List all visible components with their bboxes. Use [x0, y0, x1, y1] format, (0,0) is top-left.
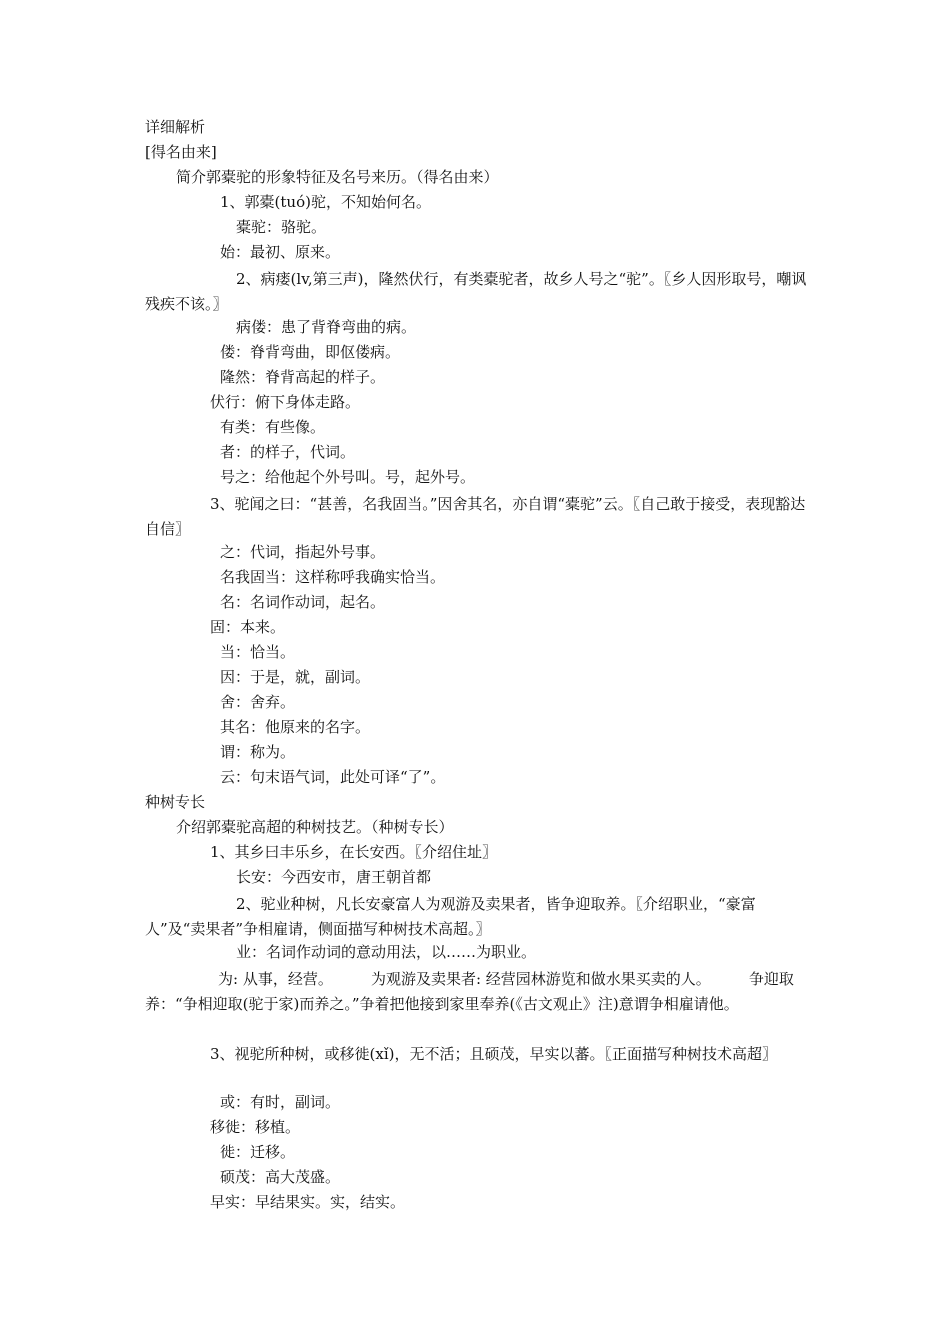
note-line: 其名：他原来的名字。 — [220, 718, 371, 736]
note-line: 移徙：移植。 — [210, 1118, 301, 1136]
note-line: 业：名词作动词的意动用法，以……为职业。 — [236, 943, 537, 961]
note-line: 者：的样子，代词。 — [220, 443, 356, 461]
paragraph-2: 2、驼业种树，凡长安豪富人为观游及卖果者，皆争迎取养。〖介绍职业，“豪富人”及“卖果者”争相雇请，侧面描写种树技术高超。〗 — [145, 895, 756, 938]
section-intro: 简介郭橐驼的形象特征及名号来历。（得名由来） — [176, 168, 499, 186]
note-line: 固：本来。 — [210, 618, 286, 636]
paragraph-1: 1、郭橐(tuó)驼，不知始何名。 — [220, 193, 431, 211]
section-heading-origin: [得名由来] — [145, 143, 217, 161]
note-line: 徙：迁移。 — [220, 1143, 296, 1161]
note-line: 或：有时，副词。 — [220, 1093, 341, 1111]
note-line: 早实：早结果实。实，结实。 — [210, 1193, 406, 1211]
heading-detail: 详细解析 — [145, 118, 206, 136]
section-heading-planting: 种树专长 — [145, 793, 206, 811]
note-line: 隆然：脊背高起的样子。 — [220, 368, 386, 386]
note-line: 名我固当：这样称呼我确实恰当。 — [220, 568, 446, 586]
note-line: 伏行：俯下身体走路。 — [210, 393, 361, 411]
note-line: 谓：称为。 — [220, 743, 296, 761]
paragraph-3: 3、视驼所种树，或移徙(xǐ)，无不活；且硕茂，早实以蕃。〖正面描写种树技术高超〗 — [210, 1045, 778, 1063]
paragraph-1: 1、其乡曰丰乐乡，在长安西。〖介绍住址〗 — [210, 843, 498, 861]
note-line: 当：恰当。 — [220, 643, 296, 661]
note-line: 始：最初、原来。 — [220, 243, 341, 261]
note-line: 云：句末语气词，此处可译“了”。 — [220, 768, 446, 786]
paragraph-2: 2、病瘘(lv,第三声)，隆然伏行，有类橐驼者，故乡人号之“驼”。〖乡人因形取号，嘲讽残疾不该。〗 — [145, 270, 807, 313]
paragraph-3: 3、驼闻之曰：“甚善，名我固当。”因舍其名，亦自谓“橐驼”云。〖自己敢于接受，表现豁达自信〗 — [145, 495, 806, 538]
note-line: 之：代词，指起外号事。 — [220, 543, 386, 561]
note-paragraph: 为: 从事，经营。 为观游及卖果者: 经营园林游览和做水果买卖的人。 争迎取养：“争相迎取(驼于家)而养之。”争着把他接到家里奉养(《古文观止》注)意谓争相雇请他。 — [145, 970, 794, 1013]
note-line: 舍：舍弃。 — [220, 693, 296, 711]
note-line: 病偻：患了背脊弯曲的病。 — [236, 318, 417, 336]
note-line: 名：名词作动词，起名。 — [220, 593, 386, 611]
note-line: 长安：今西安市，唐王朝首都 — [236, 868, 432, 886]
note-line: 橐驼：骆驼。 — [236, 218, 327, 236]
note-line: 硕茂：高大茂盛。 — [220, 1168, 341, 1186]
note-line: 有类：有些像。 — [220, 418, 326, 436]
note-line: 因：于是，就，副词。 — [220, 668, 371, 686]
note-line: 偻：脊背弯曲，即伛偻病。 — [220, 343, 401, 361]
note-line: 号之：给他起个外号叫。号，起外号。 — [220, 468, 476, 486]
section-intro: 介绍郭橐驼高超的种树技艺。（种树专长） — [176, 818, 454, 836]
